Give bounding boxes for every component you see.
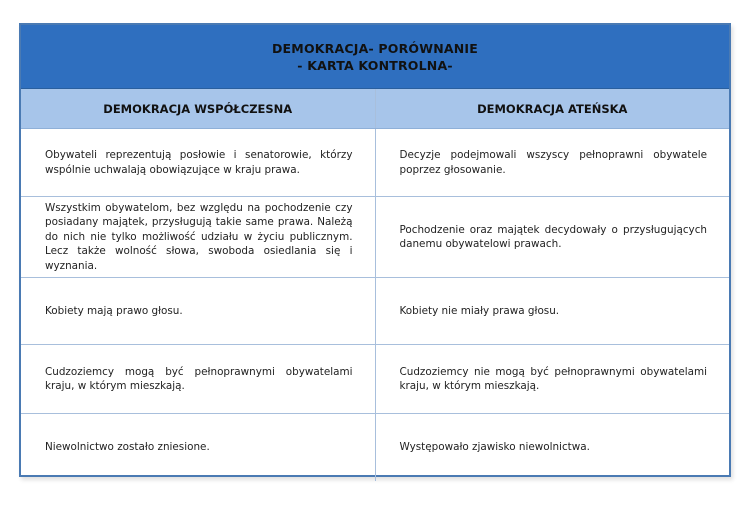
modern-cell: Obywateli reprezentują posłowie i senatorowie, którzy wspólnie uchwalają obowiązujące w kraju prawa. [21, 129, 375, 197]
athenian-cell: Występowało zjawisko niewolnictwa. [399, 441, 590, 454]
comparison-table [21, 89, 729, 481]
modern-cell: Cudzoziemcy mogą być pełnoprawnymi obywatelami kraju, w którym mieszkają. [21, 345, 375, 414]
table-row [21, 345, 729, 414]
title-subtitle: - KARTA KONTROLNA- [297, 57, 453, 73]
title-band [21, 25, 729, 89]
table-row [21, 129, 729, 197]
header-row [21, 89, 729, 129]
modern-cell: Niewolnictwo zostało zniesione. [21, 414, 375, 482]
column-header-athenian: DEMOKRACJA ATEŃSKA [375, 89, 729, 129]
comparison-card [19, 23, 731, 477]
table-row [21, 197, 729, 278]
modern-cell: Wszystkim obywatelom, bez względu na pochodzenie czy posiadany majątek, przysługują takie same prawa. Należą do nich nie tylko możliwość udziału w życiu publicznym. Lecz także wolność słowa, swoboda osiedlania się i wyznania. [21, 197, 375, 278]
table-row [21, 414, 729, 482]
athenian-cell: Kobiety nie miały prawa głosu. [375, 278, 729, 345]
modern-cell: Kobiety mają prawo głosu. [21, 278, 375, 345]
athenian-cell: Cudzoziemcy nie mogą być pełnoprawnymi obywatelami kraju, w którym mieszkają. [375, 345, 729, 414]
table-row [21, 278, 729, 345]
athenian-cell: Pochodzenie oraz majątek decydowały o przysługujących danemu obywatelowi prawach. [375, 197, 729, 278]
athenian-cell: Decyzje podejmowali wszyscy pełnoprawni obywatele poprzez głosowanie. [375, 129, 729, 197]
column-header-modern: DEMOKRACJA WSPÓŁCZESNA [21, 89, 375, 129]
title-main: DEMOKRACJA- PORÓWNANIE [271, 40, 479, 56]
